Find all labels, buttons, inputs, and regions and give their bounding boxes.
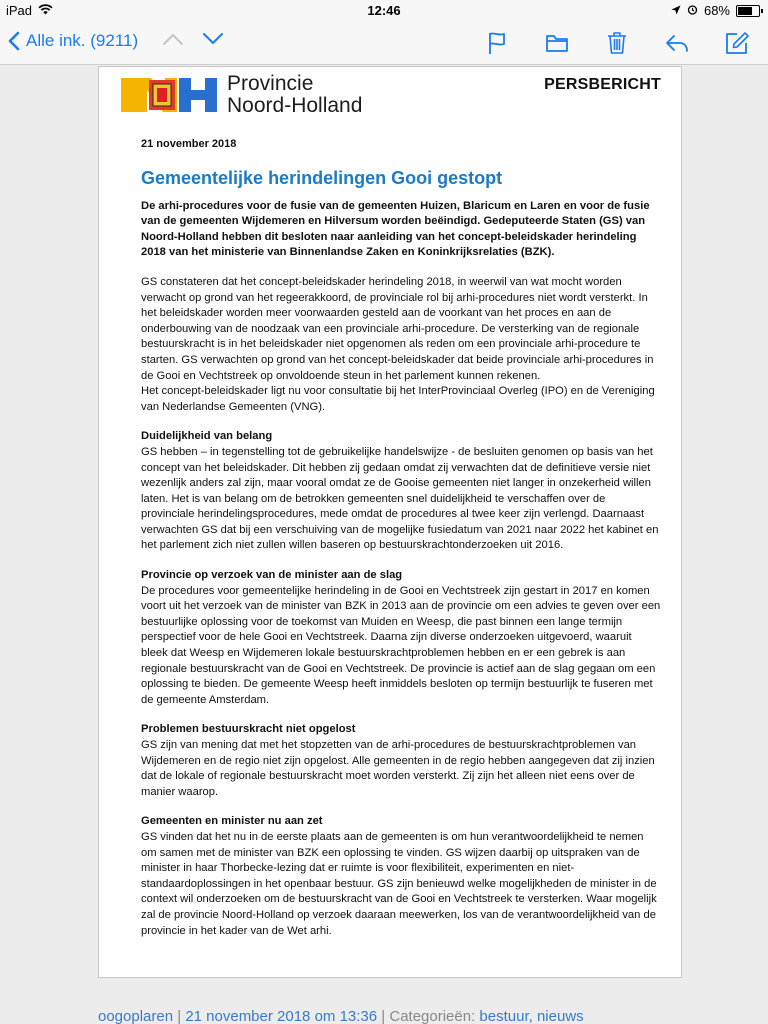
section-heading: Provincie op verzoek van de minister aan de slag [141, 569, 403, 582]
compose-button[interactable] [724, 30, 750, 56]
section-heading: Gemeenten en minister nu aan zet [141, 815, 323, 828]
chevron-up-icon [162, 32, 184, 46]
next-message-button[interactable] [202, 32, 224, 51]
delete-button[interactable] [604, 30, 630, 56]
categories-label: | Categorieën: [377, 1008, 480, 1024]
logo-line-2: Noord-Holland [227, 94, 363, 117]
mail-toolbar [0, 22, 768, 65]
compose-icon [724, 30, 750, 56]
post-meta [98, 1008, 768, 1024]
document-body [141, 137, 661, 953]
back-label: Alle ink. (9211) [26, 31, 139, 50]
trash-icon [604, 30, 630, 56]
province-logo [121, 73, 362, 117]
meta-separator: | [173, 1008, 186, 1024]
location-icon [671, 3, 681, 18]
battery-fill [738, 7, 752, 15]
alarm-icon [687, 3, 698, 18]
lead-paragraph: De arhi-procedures voor de fusie van de gemeenten Huizen, Blaricum en Laren en voor de fusie van de gemeenten Wijdemeren en Hilversum worden beëindigd. Gedeputeerde Staten (GS) van Noord-Holland hebben dit besloten naar aanleiding van het concept-beleidskader herindeling 2018 van het ministerie van Binnenlandse Zaken en Koninkrijksrelaties (BZK). [141, 199, 650, 259]
section-body: GS hebben – in tegenstelling tot de gebruikelijke handelswijze - de besluiten genomen op basis van het concept van het beleidskader. Dit hebben zij gedaan omdat zij verwachten dat de definitieve versie niet wezenlijk anders zal zijn, maar vooral omdat ze de Gooise gemeenten niet langer in onzekerheid willen laten. Het is van belang om de betrokken gemeenten snel duidelijkheid te verschaffen over de provinciale herindelingsprocedures, mede omdat de procedures al twee keer zijn verlengd. Daarnaast verwachten GS dat bij een verschuiving van de mogelijke fusiedatum van 2021 naar 2022 het kabinet en het parlement zich niet zullen willen baseren op bestuurskrachtonderzoeken uit 2016. [141, 445, 659, 552]
section-body: De procedures voor gemeentelijke herindeling in de Gooi en Vechtstreek zijn gestart in 2017 en komen voort uit het verzoek van de minister van BZK in 2013 aan de provincie om een advies te geven over een bestuurlijke oplossing voor de toekomst van Muiden en Weesp, die past binnen een lange termijn perspectief voor de hele Gooi en Vechtstreek. Daarna zijn diverse onderzoeken uitgevoerd, waaruit bleek dat Weesp en Wijdemeren lokale bestuurskrachtproblemen hebben en er een gebrek is aan regionale bestuurskracht van de Gooi en Vechtstreek. De provincie is actief aan de slag gegaan om een oplossing te bieden. De gemeente Weesp heeft inmiddels besloten op termijn bestuurlijk te fuseren met de gemeente Amsterdam. [141, 584, 661, 706]
move-to-folder-button[interactable] [544, 30, 570, 56]
document-type-label: PERSBERICHT [544, 76, 661, 93]
section-heading: Problemen bestuurskracht niet opgelost [141, 723, 356, 736]
release-date: 21 november 2018 [141, 138, 237, 150]
status-time: 12:46 [367, 3, 401, 18]
previous-message-button[interactable] [162, 32, 184, 51]
press-release-title: Gemeentelijke herindelingen Gooi gestopt [141, 167, 503, 188]
section-body: GS zijn van mening dat met het stopzetten van de arhi-procedures de bestuurskrachtproblemen van Wijdemeren en de regio niet zijn opgelost. Alle gemeenten in de regio hebben aangegeven dat zij inzien dat de lokale of regionale bestuurskracht moet worden versterkt. Zij zijn het alleen niet eens over de manier waarop. [141, 739, 655, 798]
author-link[interactable]: oogoplaren [98, 1008, 174, 1024]
device-label: iPad [6, 3, 33, 18]
logo-line-1: Provincie [227, 72, 314, 95]
flag-button[interactable] [484, 30, 510, 56]
intro-paragraph-2: Het concept-beleidskader ligt nu voor consultatie bij het InterProvinciaal Overleg (IPO) en de Vereniging van Nederlandse Gemeenten (VNG). [141, 385, 655, 413]
battery-icon [736, 5, 760, 17]
back-button[interactable] [8, 31, 138, 51]
status-bar [0, 0, 768, 22]
intro-paragraph-1: GS constateren dat het concept-beleidskader herindeling 2018, in weerwil van wat mocht worden verwacht op grond van het regeerakkoord, de provinciale rol bij arhi-procedures niet wordt versterkt. In het beleidskader worden meer voorwaarden gesteld aan de voorkant van het proces en aan de onderbouwing van de noodzaak van een provinciale arhi-procedure. De versterking van de regionale bestuurskracht is in het beleidskader niet opgenomen als reden om een provinciale arhi-procedure te starten. GS verwachten op grond van het concept-beleidskader dat beide provinciale arhi-procedures in de Gooi en Vechtstreek op onvoldoende steun in het parlement kunnen rekenen. [141, 275, 654, 382]
section-provincie [141, 568, 661, 708]
section-body: GS vinden dat het nu in de eerste plaats aan de gemeenten is om hun verantwoordelijkheid te nemen om samen met de minister van BZK een oplossing te vinden. GS wijzen daarbij op uitspraken van de minister in haar Thorbecke-lezing dat er ruimte is voor flexibiliteit, experimenten en niet-standaardoplossingen in het openbaar bestuur. GS zijn benieuwd welke mogelijkheden de minister in de context wil onderzoeken om de bestuurskracht van de Gooi en Vechtstreek te versterken. Waar mogelijk zal de provincie Noord-Holland op verzoek daaraan meewerken, los van de verantwoordelijkheid van de provincie in het kader van de Wet arhi. [141, 830, 657, 937]
reply-button[interactable] [664, 30, 690, 56]
section-problemen [141, 722, 661, 800]
folder-icon [544, 30, 570, 56]
section-gemeenten [141, 814, 661, 939]
category-links[interactable]: bestuur, nieuws [479, 1008, 584, 1024]
post-date-link[interactable]: 21 november 2018 om 13:36 [185, 1008, 378, 1024]
flag-icon [484, 30, 510, 56]
press-release-document [98, 66, 682, 978]
section-heading: Duidelijkheid van belang [141, 430, 273, 443]
reply-icon [664, 30, 690, 56]
chevron-down-icon [202, 32, 224, 46]
chevron-left-icon [8, 31, 20, 51]
section-duidelijkheid [141, 429, 661, 554]
battery-percent: 68% [703, 3, 730, 18]
noord-holland-logo-icon [121, 76, 219, 114]
